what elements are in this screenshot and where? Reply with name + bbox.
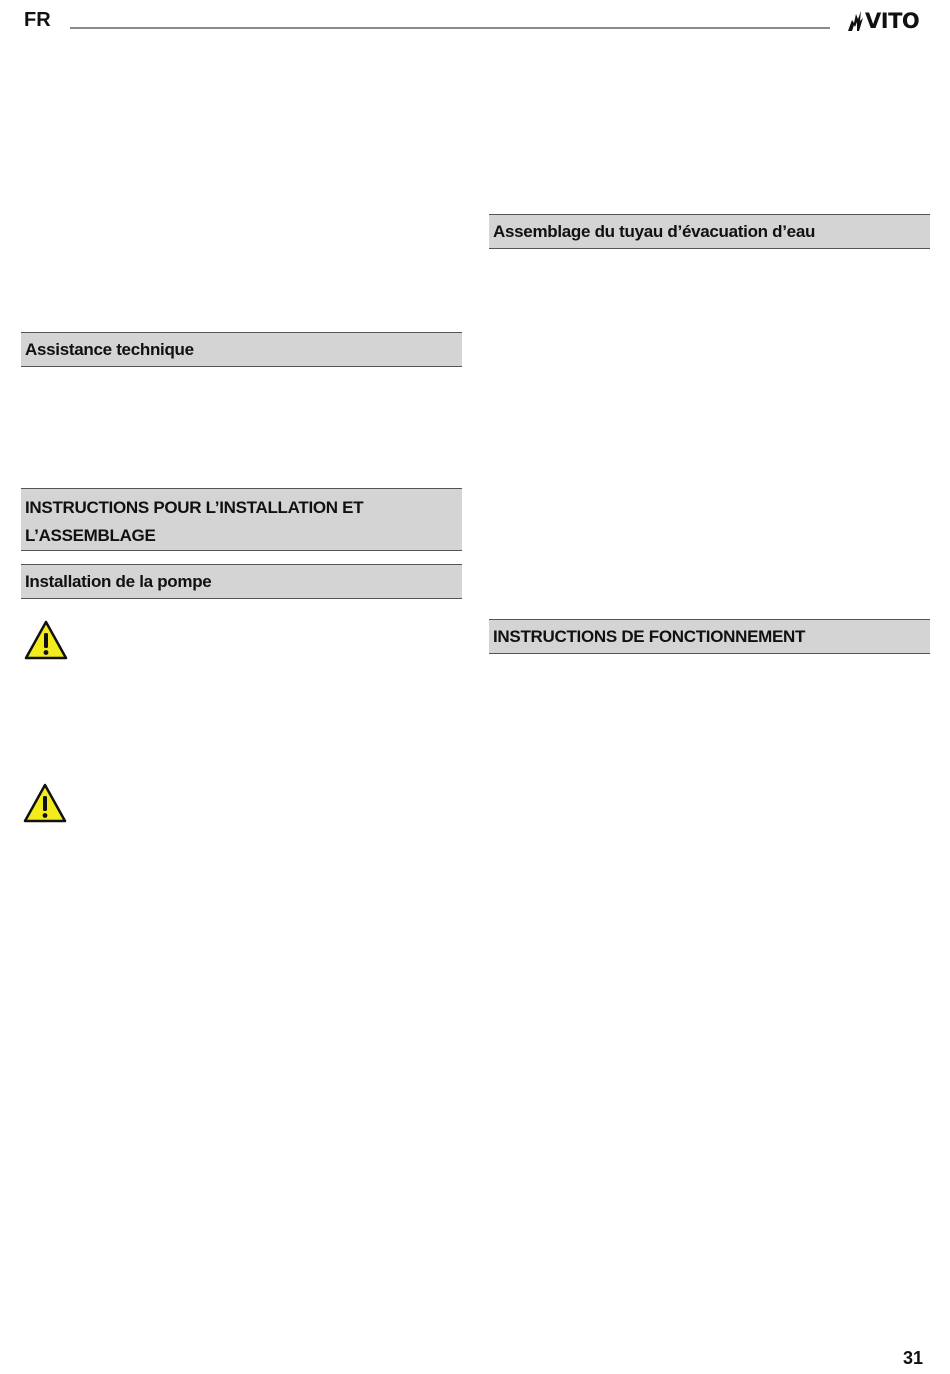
header-rule [70, 27, 830, 29]
heading-text-line1: INSTRUCTIONS POUR L’INSTALLATION ET [25, 498, 364, 517]
heading-instructions-fonctionnement [489, 619, 930, 654]
warning-triangle-icon [23, 783, 67, 823]
warning-triangle-icon [24, 620, 68, 660]
logo-wordmark: VITO [865, 9, 920, 33]
heading-assemblage-tuyau [489, 214, 930, 249]
heading-text: INSTRUCTIONS DE FONCTIONNEMENT [493, 627, 806, 646]
brand-logo [846, 8, 919, 34]
heading-text-line2: L’ASSEMBLAGE [25, 526, 156, 545]
heading-text: Assistance technique [25, 340, 194, 359]
flame-logo-icon [846, 10, 864, 32]
page-number: 31 [903, 1348, 924, 1368]
heading-assistance-technique [21, 332, 462, 367]
heading-text: Assemblage du tuyau d’évacuation d’eau [493, 222, 816, 241]
language-code: FR [24, 9, 51, 31]
heading-installation-pompe [21, 564, 462, 599]
heading-text: Installation de la pompe [25, 572, 212, 591]
heading-instructions-installation [21, 488, 462, 551]
